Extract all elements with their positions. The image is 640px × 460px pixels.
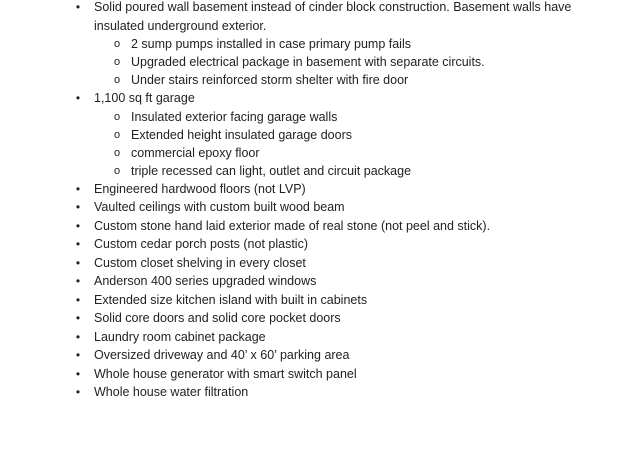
list-item-text: 1,100 sq ft garage — [94, 91, 195, 105]
bullet-icon: • — [75, 237, 81, 251]
sub-list-item-text: Upgraded electrical package in basement with separate circuits. — [131, 55, 485, 69]
bullet-icon: • — [75, 366, 81, 381]
list-item — [0, 198, 640, 217]
circle-bullet-icon: o — [113, 146, 121, 159]
sub-list-item — [94, 144, 580, 162]
list-item-text: Custom stone hand laid exterior made of real stone (not peel and stick). — [94, 218, 491, 233]
sub-list-item-text: Under stairs reinforced storm shelter with fire door — [131, 73, 409, 87]
list-item — [0, 272, 640, 291]
sub-list-item-text: Extended height insulated garage doors — [131, 127, 352, 142]
bullet-icon: • — [75, 218, 81, 233]
sub-list-item — [94, 162, 580, 180]
list-item — [0, 328, 640, 347]
list-item-text: Extended size kitchen island with built in cabinets — [94, 292, 368, 307]
list-item — [0, 383, 640, 402]
list-item-text: Whole house generator with smart switch panel — [94, 366, 357, 381]
list-item-text: Whole house water filtration — [94, 385, 249, 399]
bullet-icon: • — [75, 274, 81, 288]
sub-list-item — [94, 53, 580, 71]
circle-bullet-icon: o — [113, 38, 121, 50]
list-item — [0, 291, 640, 310]
list-item — [0, 309, 640, 328]
sub-list-item-text: commercial epoxy floor — [131, 145, 260, 160]
circle-bullet-icon: o — [113, 56, 121, 68]
bullet-icon: • — [75, 255, 81, 270]
list-item-text: Solid poured wall basement instead of cinder block construction. Basement walls have insulated underground exterior. — [94, 0, 572, 33]
sub-list — [94, 35, 580, 89]
list-item — [0, 346, 640, 365]
list-item-text: Solid core doors and solid core pocket doors — [94, 311, 341, 325]
circle-bullet-icon: o — [113, 74, 121, 86]
bullet-icon: • — [75, 91, 81, 105]
sub-list-item — [94, 71, 580, 89]
bullet-icon: • — [75, 181, 81, 196]
sub-list-item — [94, 126, 580, 144]
sub-list-item — [94, 35, 580, 53]
bullet-icon: • — [75, 311, 81, 325]
list-item-text: Engineered hardwood floors (not LVP) — [94, 181, 306, 196]
sub-list-item — [94, 108, 580, 126]
circle-bullet-icon: o — [113, 110, 121, 123]
list-item — [0, 89, 640, 180]
list-item-text: Custom cedar porch posts (not plastic) — [94, 237, 308, 251]
bullet-icon: • — [75, 292, 81, 307]
list-item — [0, 0, 640, 89]
list-item — [0, 180, 640, 199]
list-item-text: Anderson 400 series upgraded windows — [94, 274, 317, 288]
bullet-icon: • — [75, 200, 81, 214]
list-item-text: Custom closet shelving in every closet — [94, 255, 306, 270]
list-item-text: Vaulted ceilings with custom built wood beam — [94, 200, 345, 214]
sub-list-item-text: Insulated exterior facing garage walls — [131, 109, 338, 124]
circle-bullet-icon: o — [113, 164, 121, 177]
list-item — [0, 217, 640, 236]
list-item — [0, 235, 640, 254]
sub-list — [94, 108, 580, 180]
bullet-icon: • — [75, 348, 81, 362]
sub-list-item-text: 2 sump pumps installed in case primary pump fails — [131, 37, 411, 51]
list-item-text: Oversized driveway and 40’ x 60’ parking area — [94, 348, 350, 362]
circle-bullet-icon: o — [113, 128, 121, 141]
bullet-icon: • — [75, 385, 81, 399]
bullet-icon: • — [75, 329, 81, 344]
bullet-icon: • — [75, 0, 81, 14]
list-item-text: Laundry room cabinet package — [94, 329, 266, 344]
list-item — [0, 365, 640, 384]
list-item — [0, 254, 640, 273]
sub-list-item-text: triple recessed can light, outlet and circuit package — [131, 163, 412, 178]
